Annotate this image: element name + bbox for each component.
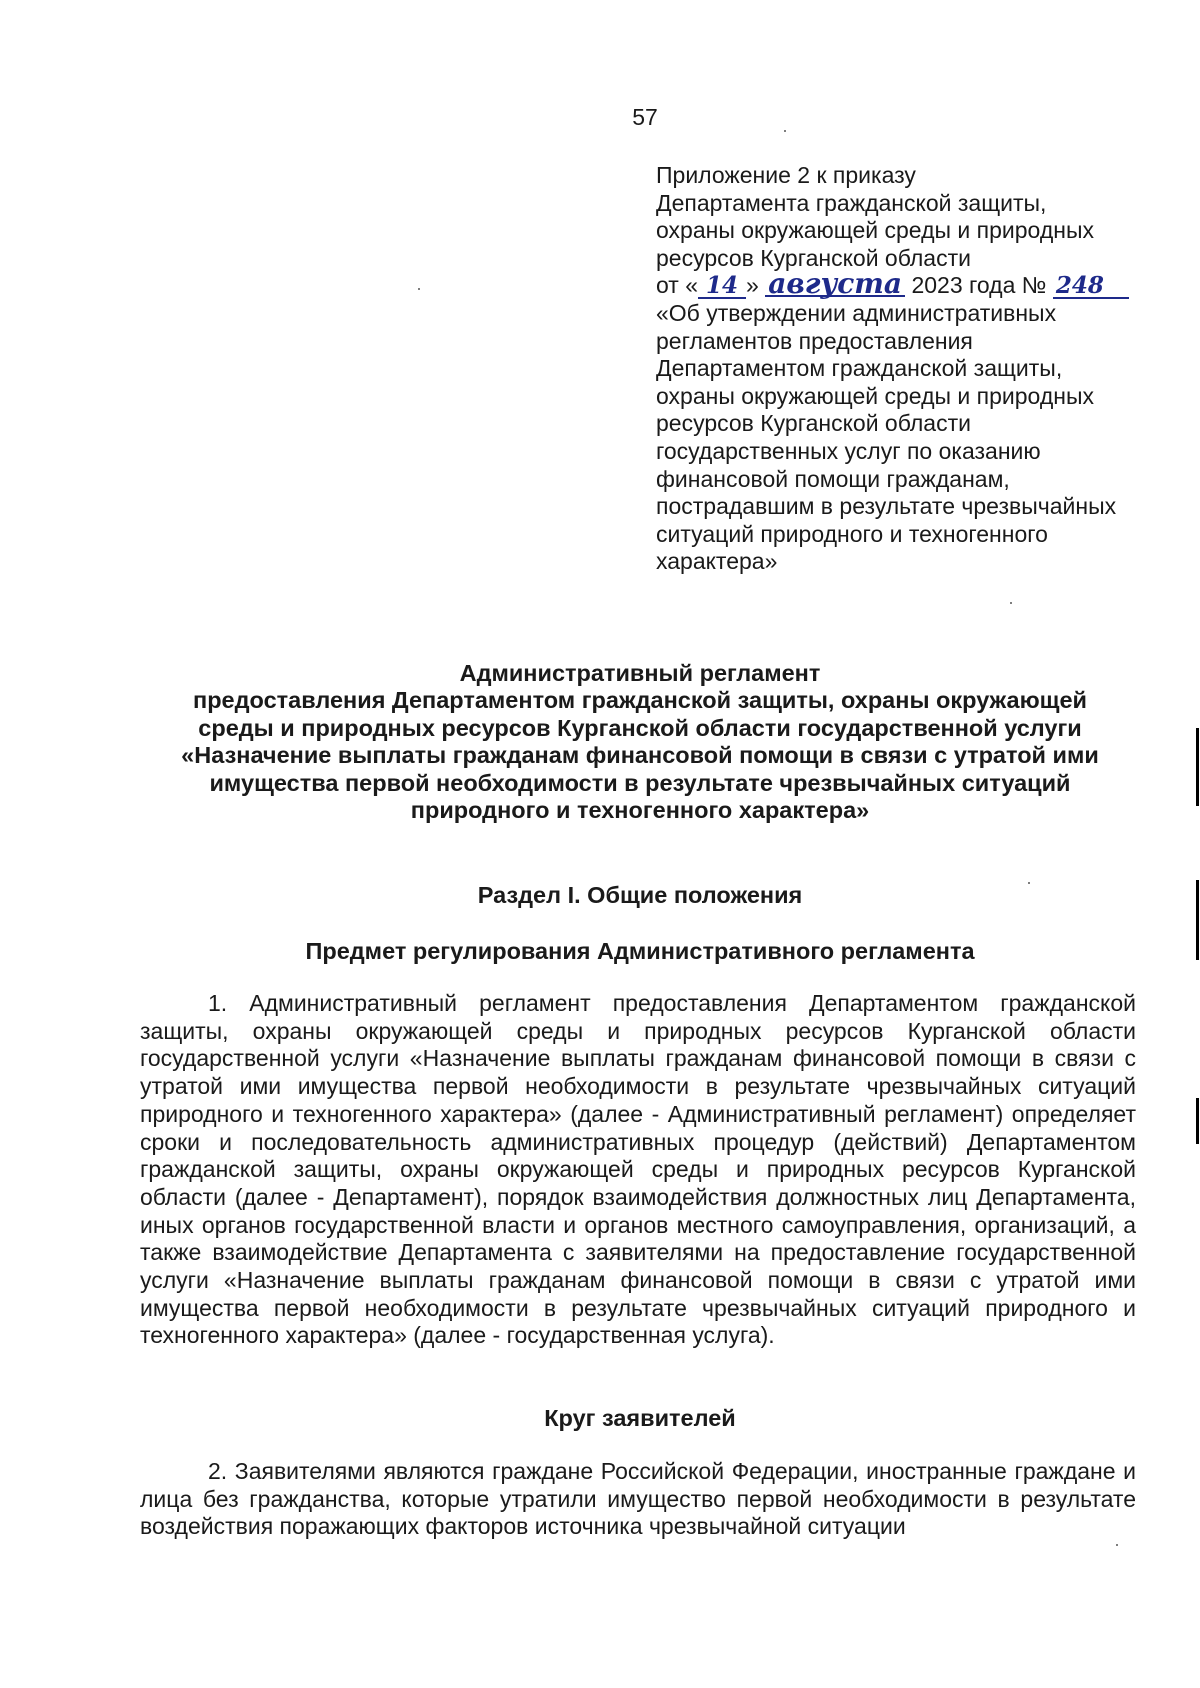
scan-speck	[1010, 602, 1012, 604]
appendix-block	[656, 162, 1176, 576]
scan-edge-mark	[1196, 1098, 1199, 1144]
appendix-line: пострадавшим в результате чрезвычайных	[656, 493, 1117, 520]
appendix-line: характера»	[656, 548, 778, 575]
appendix-line: охраны окружающей среды и природных	[656, 217, 1094, 244]
page-number: 57	[632, 104, 658, 130]
date-prefix: от «	[656, 272, 699, 299]
applicants-heading: Круг заявителей	[544, 1405, 736, 1431]
date-quote-close: »	[746, 272, 759, 299]
appendix-line: государственных услуг по оказанию	[656, 437, 1041, 464]
handwritten-month: августа	[765, 273, 905, 297]
appendix-line: регламентов предоставления	[656, 327, 973, 354]
order-date-line	[656, 267, 1176, 301]
handwritten-order-number: 248	[1053, 275, 1129, 299]
paragraph-1: 1. Административный регламент предоставления Департаментом гражданской защиты, охраны окружающей среды и природных ресурсов Курганской области государственной услуги «Назначение выплаты гражданам финансовой помощи в связи с утратой ими имущества первой необходимости в результате чрезвычайных ситуаций природного и техногенного характера» (далее - Административный регламент) определяет сроки и последовательность административных процедур (действий) Департаментом гражданской защиты, охраны окружающей среды и природных ресурсов Курганской области (далее - Департамент), порядок взаимодействия должностных лиц Департамента, иных органов государственной власти и органов местного самоуправления, организаций, а также взаимодействие Департамента с заявителями на предоставление государственной услуги «Назначение выплаты гражданам финансовой помощи в связи с утратой ими имущества первой необходимости в результате чрезвычайных ситуаций природного и техногенного характера» (далее - государственная услуга).	[140, 990, 1136, 1349]
appendix-line: ресурсов Курганской области	[656, 244, 971, 271]
subject-heading: Предмет регулирования Административного регламента	[305, 938, 975, 964]
appendix-line: «Об утверждении административных	[656, 299, 1057, 326]
paragraph-2: 2. Заявителями являются граждане Российской Федерации, иностранные граждане и лица без гражданства, которые утратили имущество первой необходимости в результате воздействия поражающих факторов источника чрезвычайной ситуации	[140, 1458, 1136, 1540]
title-line: среды и природных ресурсов Курганской области государственной услуги	[198, 714, 1082, 741]
appendix-line: ресурсов Курганской области	[656, 410, 971, 437]
title-line: природного и техногенного характера»	[410, 797, 870, 824]
document-title	[140, 660, 1140, 824]
title-line: имущества первой необходимости в результате чрезвычайных ситуаций	[209, 769, 1071, 796]
appendix-line: Департаментом гражданской защиты,	[656, 355, 1063, 382]
scan-edge-mark	[1196, 728, 1199, 806]
title-line: предоставления Департаментом гражданской защиты, охраны окружающей	[193, 687, 1087, 714]
scan-speck	[1028, 882, 1030, 884]
title-line: Административный регламент	[459, 660, 821, 686]
appendix-line: Департамента гражданской защиты,	[656, 189, 1047, 216]
scan-edge-mark	[1196, 880, 1199, 960]
title-line: «Назначение выплаты гражданам финансовой помощи в связи с утратой ими	[181, 742, 1099, 769]
section-heading: Раздел I. Общие положения	[477, 882, 803, 908]
scan-speck	[418, 288, 420, 290]
handwritten-day: 14	[698, 275, 746, 299]
appendix-line: ситуаций природного и техногенного	[656, 520, 1048, 547]
scan-speck	[1116, 1544, 1118, 1546]
appendix-line: финансовой помощи гражданам,	[656, 465, 1010, 492]
date-year: 2023 года №	[911, 272, 1047, 299]
appendix-line: Приложение 2 к приказу	[656, 162, 916, 188]
scan-speck	[784, 130, 786, 132]
appendix-line: охраны окружающей среды и природных	[656, 382, 1094, 409]
